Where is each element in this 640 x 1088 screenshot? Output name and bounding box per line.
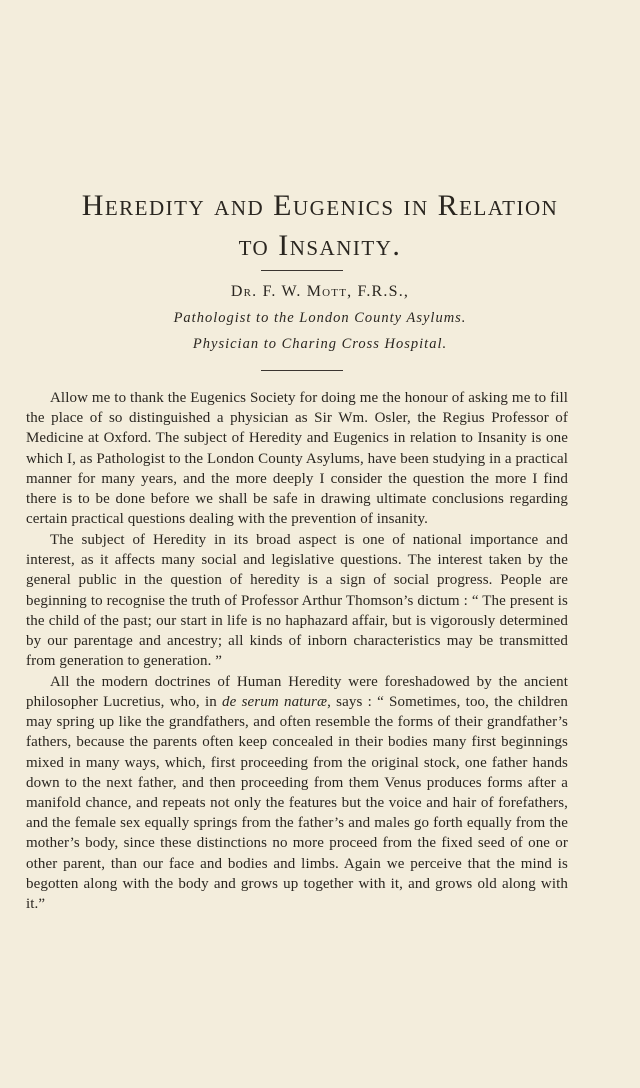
author: Dr. F. W. Mott, F.R.S., — [230, 283, 410, 300]
work-title: de serum naturæ — [222, 694, 328, 711]
affiliation-2: Physician to Charing Cross Hospital. — [192, 336, 448, 352]
body-text — [26, 388, 568, 914]
paragraph-3 — [26, 672, 568, 914]
divider-bottom — [261, 370, 343, 371]
affiliation-1: Pathologist to the London County Asylums. — [173, 310, 467, 326]
paragraph-3-text-b: , says : “ Sometimes, too, the children may spring up like the grandfathers, and often resemble the forms of their grandfather’s fathers, because the parents often keep concealed in their bodies many first beginnings mixed in many ways, which, first proceeding from the original stock, one father hands down to the next father, and then proceeding from them Venus produces forms after a manifold chance, and repeats not only the features but the voice and hair of forefathers, and the female sex equally springs from the father’s and males go forth equally from the mother’s body, since these distinctions no more proceed from the fixed seed of one or other parent, than our face and bodies and limbs. Again we perceive that the mind is begotten along with the body and grows up together with it, and grows old along with it.” — [26, 694, 568, 913]
title-line-1: Heredity and Eugenics in Relation — [81, 189, 559, 222]
divider-top — [261, 270, 343, 271]
paragraph-1: Allow me to thank the Eugenics Society for doing me the honour of asking me to fill the place of so distinguished a physician as Sir Wm. Osler, the Regius Professor of Medicine at Oxford. The subject of Heredity and Eugenics in relation to Insanity is one which I, as Pathologist to the London County Asylums, have been studying in a practical manner for many years, and the more deeply I consider the question the more I find there is to be done before we shall be safe in drawing ultimate conclusions regarding certain practical questions dealing with the prevention of insanity. — [26, 390, 568, 528]
paragraph-2: The subject of Heredity in its broad aspect is one of national importance and interest, as it affects many social and legislative questions. The interest taken by the general public in the question of heredity is a sign of social progress. People are beginning to recognise the truth of Professor Arthur Thomson’s dictum : “ The present is the child of the past; our start in life is no haphazard affair, but is vigorously determined by our parentage and ancestry; all kinds of inborn characteristics may be transmitted from generation to generation. ” — [26, 531, 568, 670]
title-line-2: to Insanity. — [238, 229, 402, 262]
paragraph-3-text-a: All the modern doctrines of Human Heredity were foreshadowed by the ancient philosopher Lucretius, who, in — [26, 673, 568, 711]
